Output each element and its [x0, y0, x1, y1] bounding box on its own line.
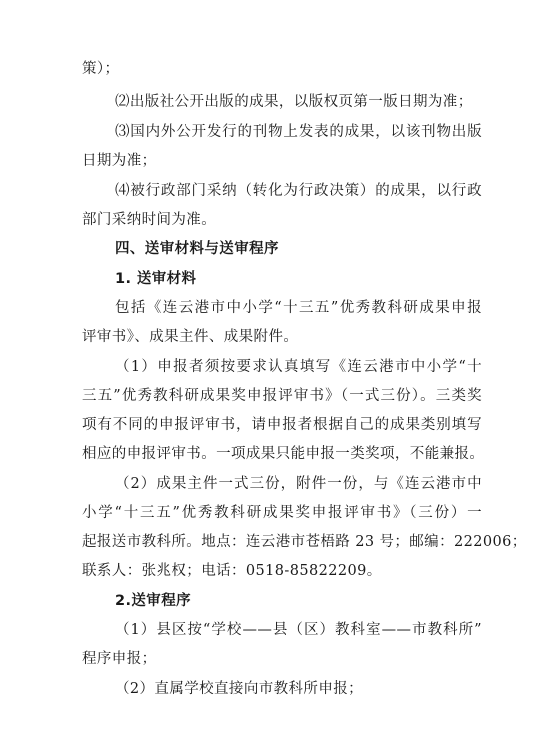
- text-line: 评审书》、成果主件、成果附件。: [82, 329, 299, 345]
- text-line: 起报送市教科所。地点：连云港市苍梧路 23 号；邮编：222006；: [82, 534, 527, 550]
- text-line: （1）县区按“学校——县（区）教科室——市教科所”: [115, 622, 482, 638]
- text-line: 包括《连云港市中小学“十三五”优秀教科研成果申报: [115, 300, 482, 316]
- section-heading: 四、送审材料与送审程序: [115, 241, 279, 257]
- text-line: （2）直属学校直接向市教科所申报；: [115, 681, 364, 697]
- text-line: ⑷被行政部门采纳（转化为行政决策）的成果，以行政: [115, 183, 482, 199]
- text-line: 项有不同的申报评审书，请申报者根据自己的成果类别填写: [82, 417, 482, 433]
- text-line: 三五”优秀教科研成果奖申报评审书》（一式三份）。三类奖: [82, 388, 482, 404]
- text-line: 策）；: [82, 61, 120, 77]
- text-line: 联系人：张兆权；电话：0518-85822209。: [82, 563, 382, 579]
- text-line: ⑵出版社公开出版的成果，以版权页第一版日期为准；: [115, 94, 473, 110]
- text-line: （1）申报者须按要求认真填写《连云港市中小学“十: [115, 359, 482, 375]
- text-line: 小学“十三五”优秀教科研成果奖申报评审书》（三份）一: [82, 505, 482, 521]
- text-line: 日期为准；: [82, 153, 157, 169]
- subsection-heading: 1. 送审材料: [115, 271, 197, 287]
- text-line: 程序申报；: [82, 651, 157, 667]
- subsection-heading: 2.送审程序: [115, 593, 191, 609]
- text-line: 相应的申报评审书。一项成果只能申报一类奖项，不能兼报。: [82, 446, 485, 462]
- text-line: 部门采纳时间为准。: [82, 212, 217, 228]
- text-line: （2）成果主件一式三份，附件一份，与《连云港市中: [115, 476, 482, 492]
- text-line: ⑶国内外公开发行的刊物上发表的成果，以该刊物出版: [115, 124, 482, 140]
